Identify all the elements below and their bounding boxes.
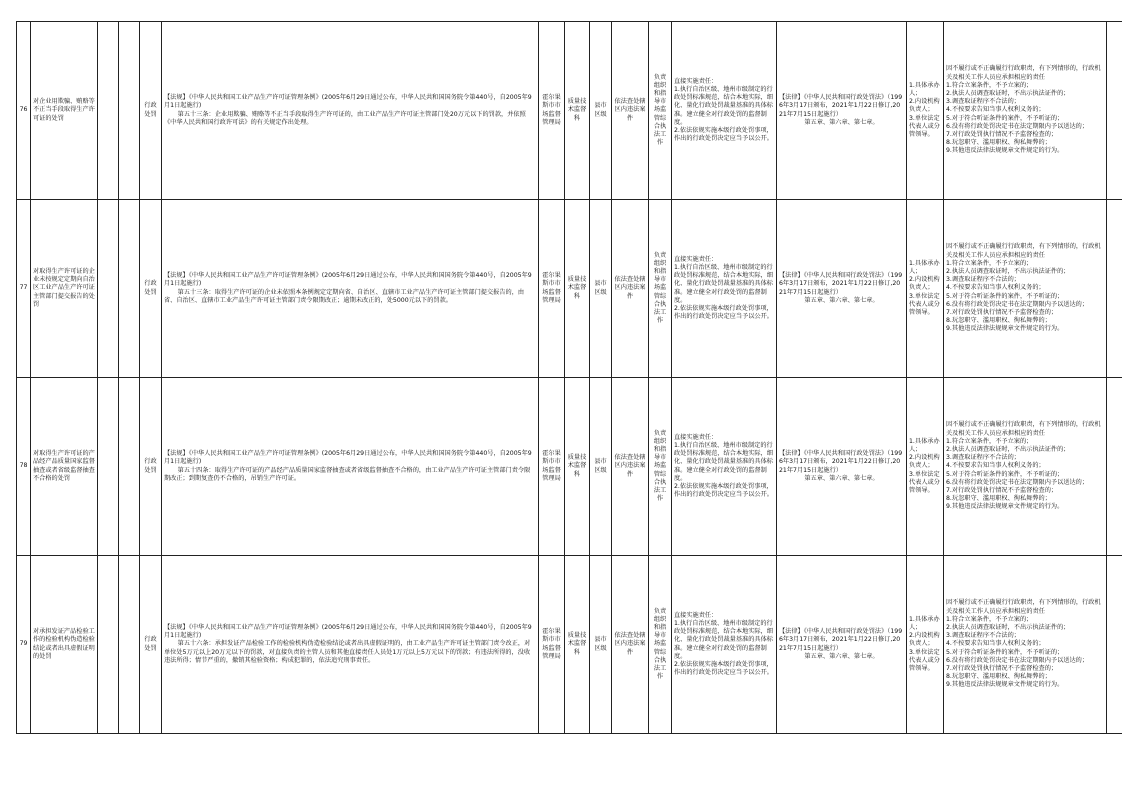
item-name: 对企业用欺骗、贿赂等不正当手段取得生产许可证的处罚 (31, 22, 98, 200)
responsibility-items (672, 200, 777, 378)
exercise-scope: 依法查处辖区内违法案件 (612, 556, 649, 734)
legal-basis-head: 【法规】《中华人民共和国工业产品生产许可证管理条例》(2005年6月29日通过公布，中华人民共和国国务院令第440号，自2005年9月1日起施行) (164, 94, 532, 110)
responsible-subject: 负责组织和指导市场监管综合执法工作 (649, 556, 672, 734)
empty-cell (98, 22, 119, 200)
undertaking-dept: 质量技术监督科 (565, 200, 590, 378)
responsible-persons-text: 1.具体承办人； 2.内设机构负责人； 3.单位法定代表人或分管领导。 (909, 615, 940, 672)
responsibility-basis-head: 【法律】《中华人民共和国行政处罚法》（1996年3月17日颁布，2021年1月22日修订,2021年7月15日起施行） (779, 272, 903, 296)
empty-cell (98, 378, 119, 556)
responsibility-basis (777, 200, 907, 378)
legal-basis (162, 22, 539, 200)
implementing-org: 霍尔果斯市市场监督管理局 (539, 378, 565, 556)
responsible-subject: 负责组织和指导市场监管综合执法工作 (649, 22, 672, 200)
accountability-text: 因不履行或不正确履行行政职责，有下列情形的，行政机关及相关工作人员应承担相应的责任 1.符合立案条件，不予立案的； 2.执法人员调查取证时，不出示执法证件的； 3.调查取证程序不合法的； 4.不按要求告知当事人权利义务的； 5.对于符合听证条件的案件，不予听证的； 6.没有将行政处罚决定书在法定期限内予以送达的； 7.对行政处罚执行情况不予监督检查的； 8.玩忽职守、滥用职权、徇私舞弊的； 9.其他违反法律法规规章文件规定的行为。 (946, 243, 1101, 333)
legal-basis-head: 【法规】《中华人民共和国工业产品生产许可证管理条例》(2005年6月29日通过公布，中华人民共和国国务院令第440号，自2005年9月1日起施行) (164, 450, 532, 466)
legal-basis-body: 第五十六条：承担发证产品检验工作的检验机构伪造检验结论或者出具虚假证明的，由工业产品生产许可证主管部门责令改正，对单位处5万元以上20万元以下的罚款，对直接负责的主管人员和其他直接责任人员处1万元以上5万元以下的罚款；有违法所得的，没收违法所得；情节严重的，撤销其检验资格；构成犯罪的，依法追究刑事责任。 (164, 640, 531, 664)
empty-cell (119, 378, 140, 556)
empty-cell (98, 200, 119, 378)
table-row (17, 556, 1122, 734)
responsibility-basis-tail: 第五章、第六章、第七章。 (804, 652, 879, 660)
responsible-persons-text: 1.具体承办人； 2.内设机构负责人； 3.单位法定代表人或分管领导。 (909, 437, 940, 494)
responsibility-basis-tail: 第五章、第六章、第七章。 (804, 118, 879, 126)
empty-cell (98, 556, 119, 734)
exercise-level: 县市区级 (590, 378, 612, 556)
row-number: 78 (17, 378, 31, 556)
responsibility-basis-head: 【法律】《中华人民共和国行政处罚法》（1996年3月17日颁布，2021年1月22日修订,2021年7月15日起施行） (779, 628, 903, 652)
item-name: 对取得生产许可证的企业未按规定定期向自治区工业产品生产许可证主管部门提交报告的处罚 (31, 200, 98, 378)
responsibility-basis-tail: 第五章、第六章、第七章。 (804, 296, 879, 304)
legal-basis (162, 556, 539, 734)
responsible-persons (907, 378, 944, 556)
responsibility-basis-head: 【法律】《中华人民共和国行政处罚法》（1996年3月17日颁布，2021年1月22日修订,2021年7月15日起施行） (779, 94, 903, 118)
responsible-persons (907, 200, 944, 378)
responsible-persons (907, 22, 944, 200)
responsibility-basis (777, 22, 907, 200)
empty-cell (1107, 378, 1122, 556)
responsibility-basis-head: 【法律】《中华人民共和国行政处罚法》（1996年3月17日颁布，2021年1月22日修订,2021年7月15日起施行） (779, 450, 903, 474)
item-type: 行政处罚 (140, 378, 162, 556)
legal-basis-body: 第五十三条：取得生产许可证的企业未依照本条例规定定期向省、自治区、直辖市工业产品生产许可证主管部门提交报告的，由省、自治区、直辖市工业产品生产许可证主管部门责令限期改正；逾期未改正的，处5000元以下的罚款。 (164, 288, 525, 304)
accountability-text: 因不履行或不正确履行行政职责，有下列情形的，行政机关及相关工作人员应承担相应的责任 1.符合立案条件，不予立案的； 2.执法人员调查取证时，不出示执法证件的； 3.调查取证程序不合法的； 4.不按要求告知当事人权利义务的； 5.对于符合听证条件的案件，不予听证的； 6.没有将行政处罚决定书在法定期限内予以送达的； 7.对行政处罚执行情况不予监督检查的； 8.玩忽职守、滥用职权、徇私舞弊的； 9.其他违反法律法规规章文件规定的行为。 (946, 421, 1101, 511)
undertaking-dept: 质量技术监督科 (565, 556, 590, 734)
legal-basis-head: 【法规】《中华人民共和国工业产品生产许可证管理条例》(2005年6月29日通过公布，中华人民共和国国务院令第440号，自2005年9月1日起施行) (164, 272, 532, 288)
empty-cell (1107, 556, 1122, 734)
accountability-text: 因不履行或不正确履行行政职责，有下列情形的，行政机关及相关工作人员应承担相应的责任 1.符合立案条件，不予立案的； 2.执法人员调查取证时，不出示执法证件的； 3.调查取证程序不合法的； 4.不按要求告知当事人权利义务的； 5.对于符合听证条件的案件，不予听证的； 6.没有将行政处罚决定书在法定期限内予以送达的； 7.对行政处罚执行情况不予监督检查的； 8.玩忽职守、滥用职权、徇私舞弊的； 9.其他违反法律法规规章文件规定的行为。 (946, 599, 1101, 689)
responsibility-items (672, 556, 777, 734)
item-type: 行政处罚 (140, 200, 162, 378)
item-type: 行政处罚 (140, 22, 162, 200)
empty-cell (1107, 200, 1122, 378)
exercise-level: 县市区级 (590, 556, 612, 734)
item-name: 对取得生产许可证的产品经产品质量国家监督抽查或者省级监督抽查不合格的处罚 (31, 378, 98, 556)
table-row (17, 200, 1122, 378)
responsibility-basis (777, 556, 907, 734)
row-number: 76 (17, 22, 31, 200)
implementing-org: 霍尔果斯市市场监督管理局 (539, 200, 565, 378)
exercise-scope: 依法查处辖区内违法案件 (612, 200, 649, 378)
responsible-subject: 负责组织和指导市场监管综合执法工作 (649, 378, 672, 556)
implementing-org: 霍尔果斯市市场监督管理局 (539, 556, 565, 734)
empty-cell (119, 22, 140, 200)
item-name: 对承担发证产品检验工作的检验机构伪造检验结论或者出具虚假证明的处罚 (31, 556, 98, 734)
table-row (17, 22, 1122, 200)
legal-basis (162, 378, 539, 556)
exercise-level: 县市区级 (590, 22, 612, 200)
legal-basis-body: 第五十三条：企业用欺骗、贿赂等不正当手段取得生产许可证的，由工业产品生产许可证主管部门处20万元以下的罚款，并依照《中华人民共和国行政许可法》的有关规定作出处理。 (164, 110, 526, 126)
implementing-org: 霍尔果斯市市场监督管理局 (539, 22, 565, 200)
responsibility-text: 直接实施责任： 1.执行自治区级、地州市级制定的行政处罚标准规范，结合本地实际，细化、量化行政处罚裁量基准的具体标准。建立健全对行政处罚的监督制度。 2.依法依规实施本级行政处罚事项，作出的行政处罚决定应当予以公开。 (674, 611, 773, 677)
responsibility-text: 直接实施责任： 1.执行自治区级、地州市级制定的行政处罚标准规范，结合本地实际，细化、量化行政处罚裁量基准的具体标准。建立健全对行政处罚的监督制度。 2.依法依规实施本级行政处罚事项，作出的行政处罚决定应当予以公开。 (674, 255, 773, 321)
responsible-persons-text: 1.具体承办人； 2.内设机构负责人； 3.单位法定代表人或分管领导。 (909, 81, 940, 138)
responsibility-items (672, 378, 777, 556)
undertaking-dept: 质量技术监督科 (565, 22, 590, 200)
responsible-subject: 负责组织和指导市场监管综合执法工作 (649, 200, 672, 378)
responsibility-basis (777, 378, 907, 556)
legal-basis (162, 200, 539, 378)
exercise-scope: 依法查处辖区内违法案件 (612, 22, 649, 200)
responsible-persons (907, 556, 944, 734)
accountability-situations (944, 556, 1107, 734)
item-type: 行政处罚 (140, 556, 162, 734)
responsibility-items (672, 22, 777, 200)
exercise-level: 县市区级 (590, 200, 612, 378)
row-number: 79 (17, 556, 31, 734)
table-row (17, 378, 1122, 556)
responsible-persons-text: 1.具体承办人； 2.内设机构负责人； 3.单位法定代表人或分管领导。 (909, 259, 940, 316)
accountability-text: 因不履行或不正确履行行政职责，有下列情形的，行政机关及相关工作人员应承担相应的责任 1.符合立案条件，不予立案的； 2.执法人员调查取证时，不出示执法证件的； 3.调查取证程序不合法的； 4.不按要求告知当事人权利义务的； 5.对于符合听证条件的案件，不予听证的； 6.没有将行政处罚决定书在法定期限内予以送达的； 7.对行政处罚执行情况不予监督检查的； 8.玩忽职守、滥用职权、徇私舞弊的； 9.其他违反法律法规规章文件规定的行为。 (946, 65, 1101, 155)
row-number: 77 (17, 200, 31, 378)
responsibility-basis-tail: 第五章、第六章、第七章。 (804, 474, 879, 482)
responsibility-text: 直接实施责任： 1.执行自治区级、地州市级制定的行政处罚标准规范，结合本地实际，细化、量化行政处罚裁量基准的具体标准。建立健全对行政处罚的监督制度。 2.依法依规实施本级行政处罚事项，作出的行政处罚决定应当予以公开。 (674, 77, 773, 143)
exercise-scope: 依法查处辖区内违法案件 (612, 378, 649, 556)
empty-cell (1107, 22, 1122, 200)
empty-cell (119, 556, 140, 734)
accountability-situations (944, 22, 1107, 200)
accountability-situations (944, 378, 1107, 556)
legal-basis-head: 【法规】《中华人民共和国工业产品生产许可证管理条例》(2005年6月29日通过公布，中华人民共和国国务院令第440号，自2005年9月1日起施行) (164, 624, 532, 640)
accountability-situations (944, 200, 1107, 378)
undertaking-dept: 质量技术监督科 (565, 378, 590, 556)
legal-basis-body: 第五十四条：取得生产许可证的产品经产品质量国家监督抽查或者省级监督抽查不合格的，由工业产品生产许可证主管部门责令限期改正；到期复查仍不合格的，吊销生产许可证。 (164, 466, 531, 482)
responsibility-list-table (16, 21, 1122, 734)
responsibility-text: 直接实施责任： 1.执行自治区级、地州市级制定的行政处罚标准规范，结合本地实际，细化、量化行政处罚裁量基准的具体标准。建立健全对行政处罚的监督制度。 2.依法依规实施本级行政处罚事项，作出的行政处罚决定应当予以公开。 (674, 433, 773, 499)
empty-cell (119, 200, 140, 378)
